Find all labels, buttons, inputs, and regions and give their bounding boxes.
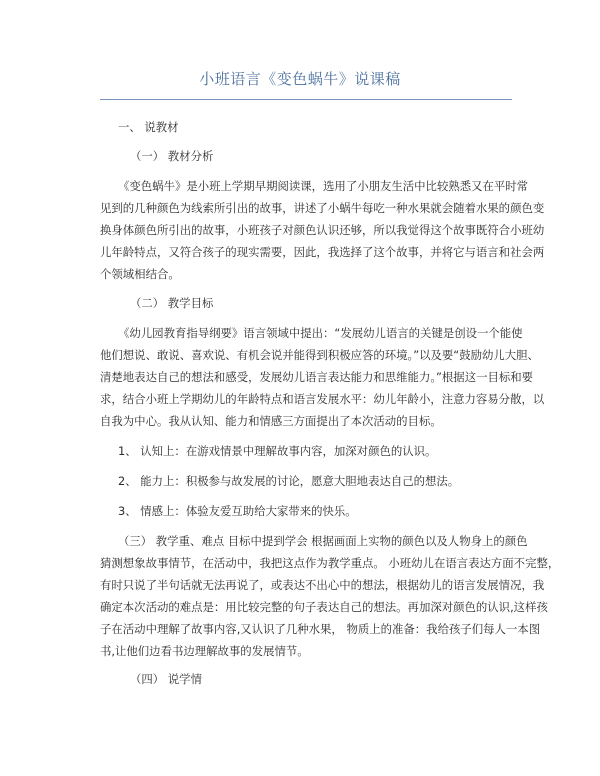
paragraph-line: 换身体颜色所引出的故事，小班孩子对颜色认识还够，所以我觉得这个故事既符合小班幼 — [100, 223, 545, 237]
section-heading-1: 一、 说教材 — [118, 120, 179, 134]
goal-item: 3、 情感上：体验友爱互助给大家带来的快乐。 — [118, 504, 357, 518]
paragraph-line: 《幼儿园教育指导纲要》语言领域中提出：“发展幼儿语言的关键是创设一个能使 — [118, 326, 523, 340]
paragraph-line: 清楚地表达自己的想法和感受，发展幼儿语言表达能力和思维能力。”根据这一目标和要 — [100, 370, 534, 384]
title-underline — [100, 99, 512, 100]
paragraph-line: 确定本次活动的难点是：用比较完整的句子表达自己的想法。再加深对颜色的认识,这样孩 — [100, 600, 548, 614]
paragraph-line: 儿年龄特点，又符合孩子的现实需要，因此，我选择了这个故事，并将它与语言和社会两 — [100, 245, 545, 259]
paragraph-line: （三） 教学重、难点 目标中提到学会 根据画面上实物的颜色以及人物身上的颜色 — [118, 534, 528, 548]
paragraph-line: 他们想说、敢说、喜欢说、有机会说并能得到积极应答的环境。”以及要“鼓励幼儿大胆、 — [100, 348, 539, 362]
paragraph-line: 个领域相结合。 — [100, 267, 180, 281]
paragraph-line: 子在活动中理解了故事内容,又认识了几种水果， 物质上的准备：我给孩子们每人一本图 — [100, 622, 541, 636]
document-title: 小班语言《变色蜗牛》说课稿 — [199, 70, 401, 88]
paragraph-line: 有时只说了半句话就无法再说了，或表达不出心中的想法，根据幼儿的语言发展情况，我 — [100, 578, 545, 592]
subsection-heading-1: （一） 教材分析 — [130, 149, 214, 163]
subsection-heading-2: （二） 教学目标 — [130, 296, 214, 310]
paragraph-line: 《变色蜗牛》是小班上学期早期阅读课，选用了小朋友生活中比较熟悉又在平时常 — [118, 179, 529, 193]
goal-item: 1、 认知上：在游戏情景中理解故事内容，加深对颜色的认识。 — [118, 444, 437, 458]
paragraph-line: 求，结合小班上学期幼儿的年龄特点和语言发展水平：幼儿年龄小，注意力容易分散，以 — [100, 392, 545, 406]
paragraph-line: 自我为中心。我从认知、能力和情感三方面提出了本次活动的目标。 — [100, 414, 442, 428]
goal-item: 2、 能力上：积极参与故发展的讨论，愿意大胆地表达自己的想法。 — [118, 474, 460, 488]
subsection-heading-4: （四） 说学情 — [130, 672, 202, 686]
paragraph-line: 见到的几种颜色为线索所引出的故事，讲述了小蜗牛每吃一种水果就会随着水果的颜色变 — [100, 201, 545, 215]
paragraph-line: 猜测想象故事情节，在活动中，我把这点作为教学重点。 小班幼儿在语言表达方面不完整， — [100, 556, 560, 570]
paragraph-line: 书,让他们边看书边理解故事的发展情节。 — [100, 644, 309, 658]
